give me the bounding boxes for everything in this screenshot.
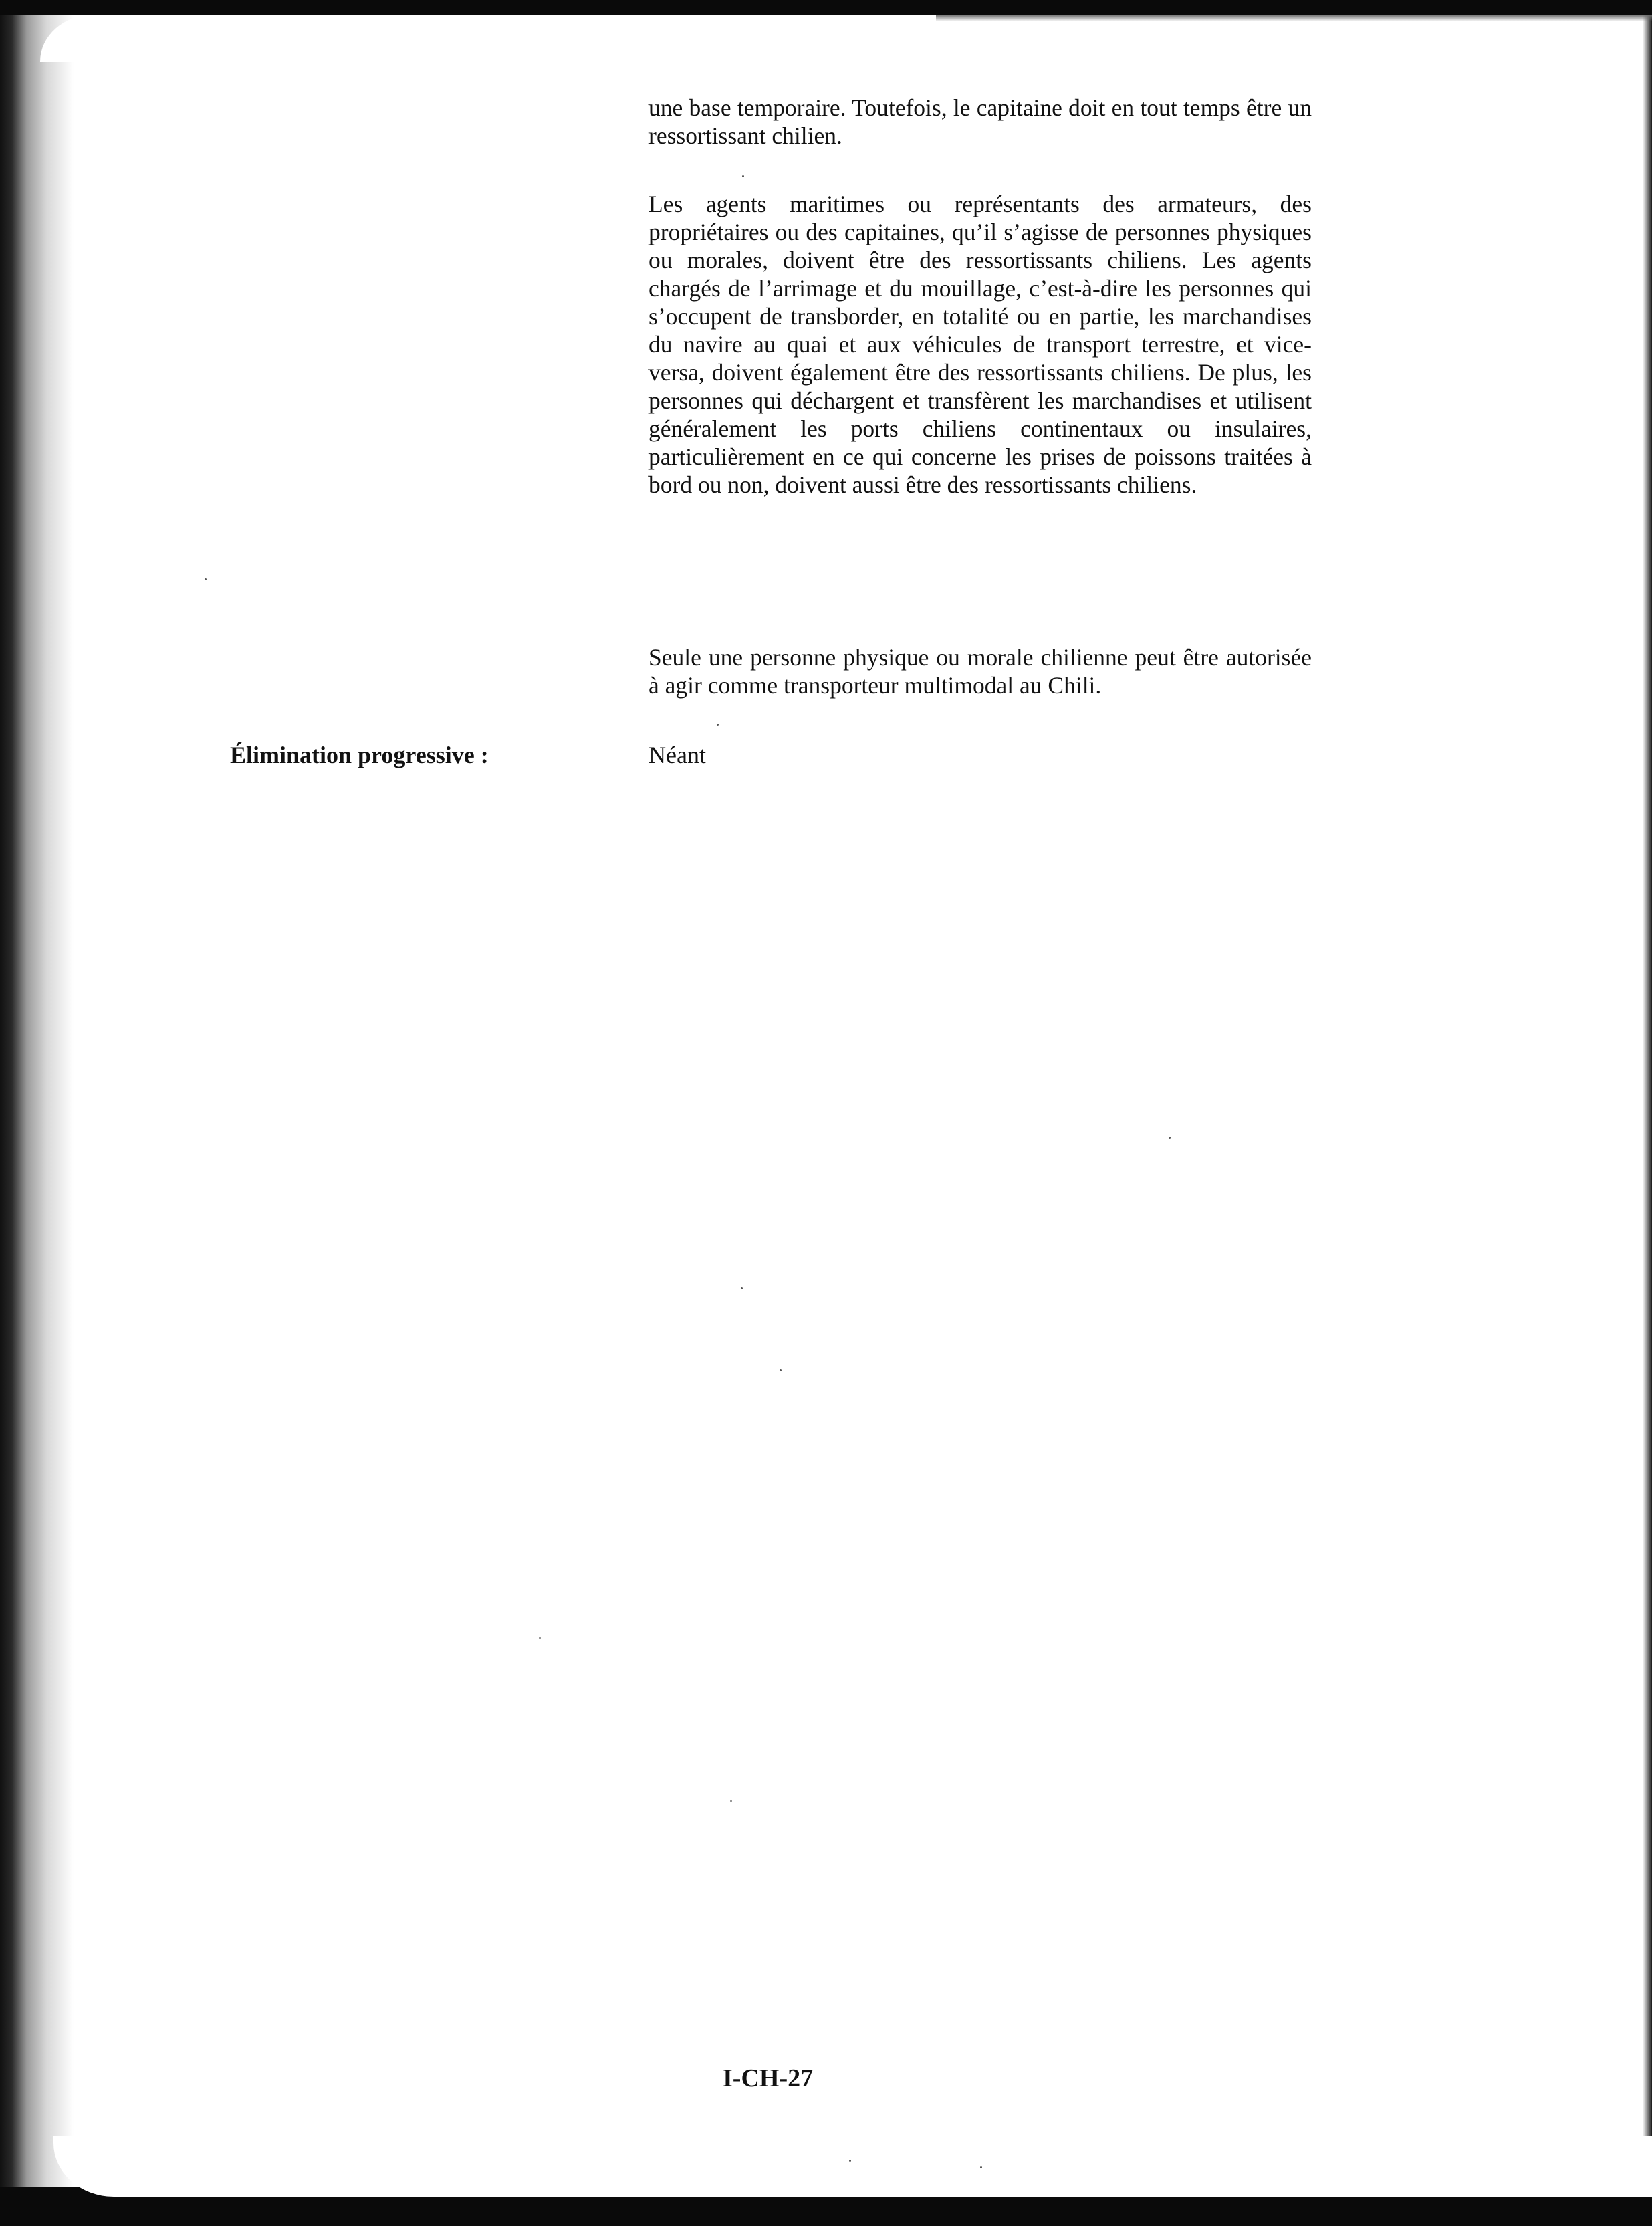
paragraph-multimodal-transport: Seule une personne physique ou morale chilienne peut être autorisée à agir comme transporteur multimodal au Chili.	[648, 644, 1312, 699]
scan-speck	[730, 1800, 732, 1802]
scan-speck	[780, 1369, 782, 1371]
scan-speck	[849, 2160, 851, 2162]
scan-speck	[717, 724, 719, 726]
scan-top-shadow	[936, 15, 1652, 21]
scan-speck	[205, 578, 207, 580]
scan-speck	[741, 1287, 743, 1289]
paragraph-captain-nationality: une base temporaire. Toutefois, le capitaine doit en tout temps être un ressortissant chilien.	[648, 94, 1312, 149]
scan-speck	[1169, 1137, 1171, 1139]
phase-out-value: Néant	[648, 742, 706, 768]
phase-out-label: Élimination progressive :	[230, 742, 489, 768]
scan-top-edge	[0, 0, 1652, 15]
scan-bottom-curve	[53, 2136, 1652, 2197]
scan-speck	[742, 175, 744, 177]
scan-speck	[980, 2166, 982, 2168]
page-number: I-CH-27	[723, 2064, 814, 2092]
scan-right-edge	[1643, 0, 1652, 2226]
scan-left-edge	[0, 0, 80, 2226]
scan-speck	[539, 1637, 541, 1639]
paragraph-maritime-agents: Les agents maritimes ou représentants des armateurs, des propriétaires ou des capitaines, qu’il s’agisse de personnes physiques ou morales, doivent être des ressortissants chiliens. Les agents chargés de l’arrimage et du mouillage, c’est-à-dire les personnes qui s’occupent de transborder, en totalité ou en partie, les marchandises du navire au quai et aux véhicules de transport terrestre, et vice-versa, doivent également être des ressortissants chiliens. De plus, les personnes qui déchargent et transfèrent les marchandises et utilisent généralement les ports chiliens continentaux ou insulaires, particulièrement en ce qui concerne les prises de poissons traitées à bord ou non, doivent aussi être des ressortissants chiliens.	[648, 191, 1312, 498]
